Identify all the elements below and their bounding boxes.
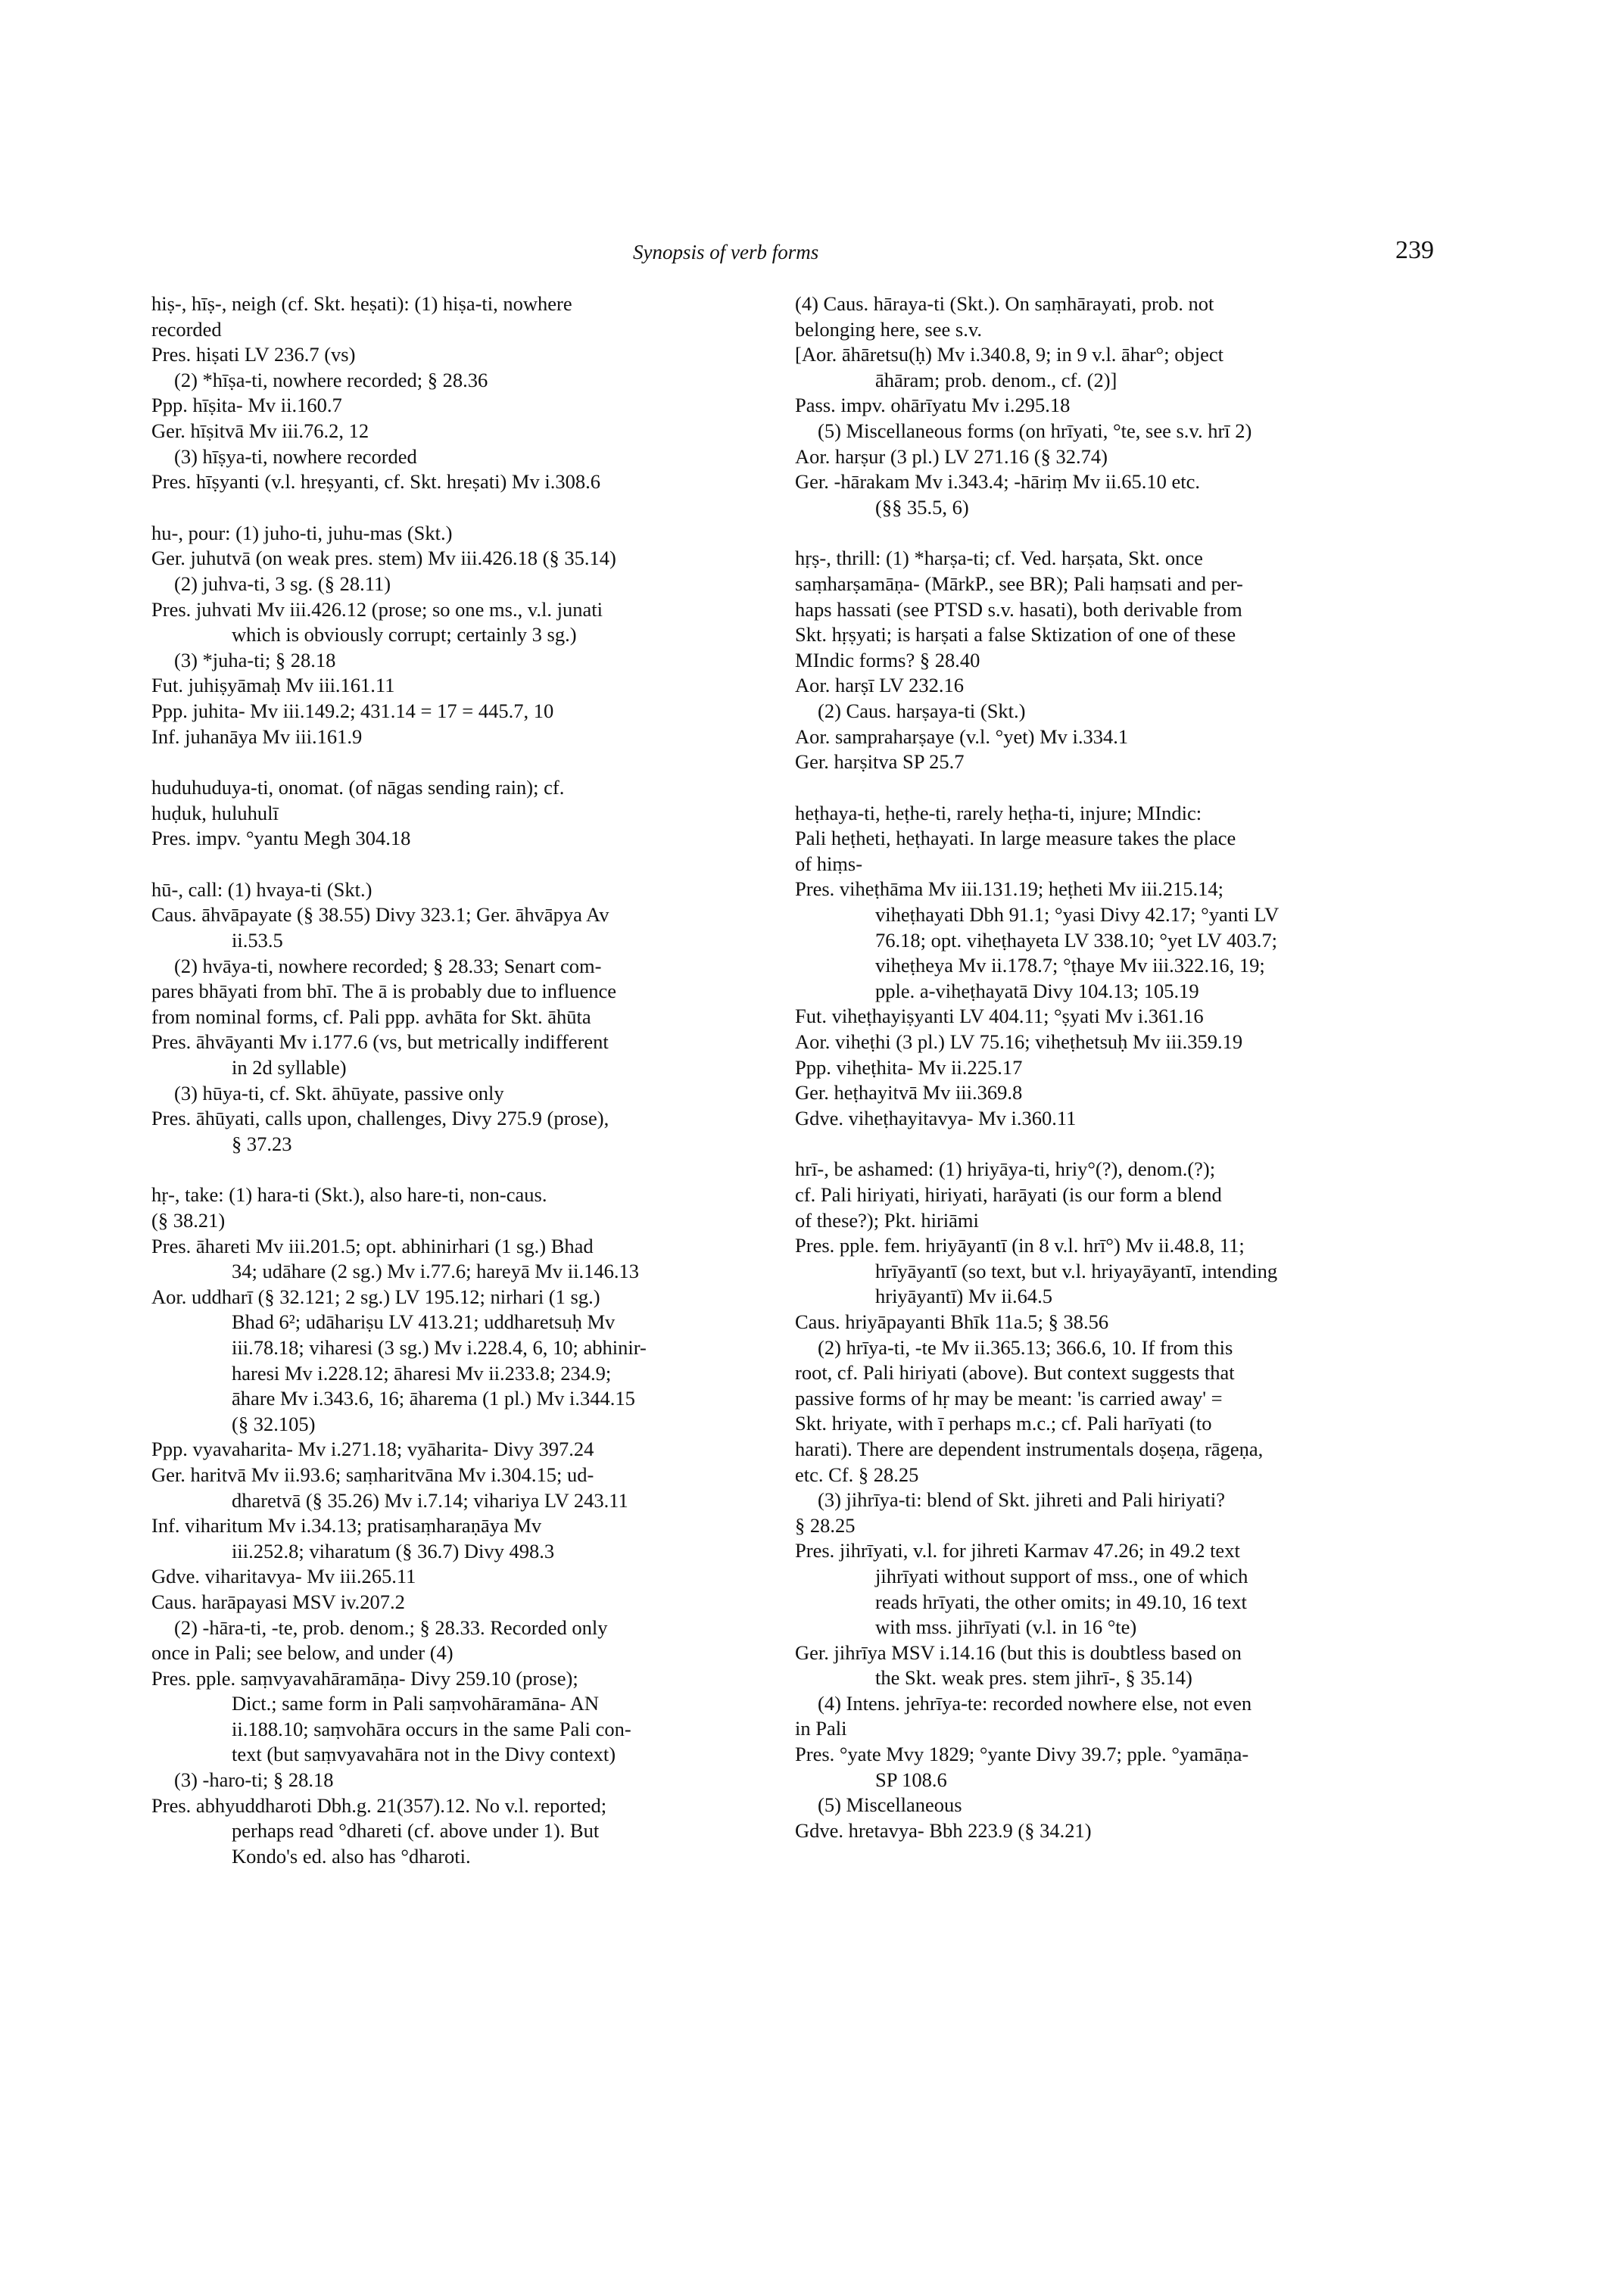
entry-line: text (but saṃvyavahāra not in the Divy context) xyxy=(232,1743,616,1766)
entry-line: Caus. āhvāpayate (§ 38.55) Divy 323.1; Ger. āhvāpya Av xyxy=(151,903,609,927)
entry-line: hriyāyantī) Mv ii.64.5 xyxy=(875,1285,1053,1308)
entry-line: which is obviously corrupt; certainly 3 sg.) xyxy=(232,623,577,646)
entry-line: Pres. āhareti Mv iii.201.5; opt. abhinirhari (1 sg.) Bhad xyxy=(151,1234,594,1257)
entry-line: Caus. harāpayasi MSV iv.207.2 xyxy=(151,1590,405,1613)
entry-line: (3) jihrīya-ti: blend of Skt. jihreti and Pali hiriyati? xyxy=(818,1488,1225,1512)
entry-line: Skt. hriyate, with ī perhaps m.c.; cf. Pali harīyati (to xyxy=(795,1412,1212,1435)
entry-headword-line: huduhuduya-ti, onomat. (of nāgas sending rain); cf. xyxy=(151,776,565,799)
entry-line: Skt. hṛṣyati; is harṣati a false Sktization of one of these xyxy=(795,623,1236,646)
entry-line: Pres. pple. saṃvyavahāramāṇa- Divy 259.10 (prose); xyxy=(151,1666,578,1690)
entry-line: Ppp. viheṭhita- Mv ii.225.17 xyxy=(795,1055,1023,1079)
entry-line: Pres. abhyuddharoti Dbh.g. 21(357).12. No v.l. reported; xyxy=(151,1793,607,1817)
left-column xyxy=(151,291,818,1895)
entry-line: with mss. jihrīyati (v.l. in 16 °te) xyxy=(875,1615,1137,1639)
entry-line: Dict.; same form in Pali saṃvohāramāna- AN xyxy=(232,1692,599,1715)
entry-line: [Aor. āhāretsu(ḥ) Mv i.340.8, 9; in 9 v.l. āhar°; object xyxy=(795,343,1223,366)
dictionary-entry xyxy=(151,521,818,749)
entry-line: (§ 38.21) xyxy=(151,1209,226,1232)
entry-line: (§ 32.105) xyxy=(232,1412,316,1435)
entry-line: SP 108.6 xyxy=(875,1768,947,1791)
entry-line: (2) -hāra-ti, -te, prob. denom.; § 28.33. Recorded only xyxy=(174,1615,608,1639)
dictionary-entry xyxy=(151,291,818,495)
entry-line: viheṭheya Mv ii.178.7; °ṭhaye Mv iii.322.16, 19; xyxy=(875,954,1265,977)
entry-line: 76.18; opt. viheṭhayeta LV 338.10; °yet LV 403.7; xyxy=(875,928,1278,952)
entry-line: Aor. harṣī LV 232.16 xyxy=(795,674,965,697)
right-column xyxy=(795,291,1473,1869)
entry-line: of hiṃs- xyxy=(795,852,863,875)
entry-line: (4) Intens. jehrīya-te: recorded nowhere else, not even xyxy=(818,1691,1252,1715)
entry-line: perhaps read °dhareti (cf. above under 1). But xyxy=(232,1819,600,1843)
entry-line: Aor. harṣur (3 pl.) LV 271.16 (§ 32.74) xyxy=(795,444,1108,468)
entry-line: root, cf. Pali hiriyati (above). But context suggests that xyxy=(795,1361,1235,1385)
entry-line: in 2d syllable) xyxy=(232,1056,347,1080)
entry-line: ii.53.5 xyxy=(232,929,283,952)
entry-line: (2) hrīya-ti, -te Mv ii.365.13; 366.6, 10. If from this xyxy=(818,1335,1233,1359)
entry-line: (3) hūya-ti, cf. Skt. āhūyate, passive only xyxy=(174,1081,504,1104)
entry-line: Aor. uddharī (§ 32.121; 2 sg.) LV 195.12; nirhari (1 sg.) xyxy=(151,1285,600,1308)
entry-line: pple. a-viheṭhayatā Divy 104.13; 105.19 xyxy=(875,979,1199,1002)
dictionary-entry xyxy=(151,1182,818,1869)
entry-line: Pres. hiṣati LV 236.7 (vs) xyxy=(151,343,356,366)
entry-line: Pres. impv. °yantu Megh 304.18 xyxy=(151,827,411,850)
entry-headword-line: hiṣ-, hīṣ-, neigh (cf. Skt. heṣati): (1) hiṣa-ti, nowhere xyxy=(151,292,572,315)
entry-line: Ger. hīṣitvā Mv iii.76.2, 12 xyxy=(151,419,369,442)
entry-line: Pres. viheṭhāma Mv iii.131.19; heṭheti Mv iii.215.14; xyxy=(795,877,1224,901)
entry-line: the Skt. weak pres. stem jihrī-, § 35.14) xyxy=(875,1666,1192,1690)
entry-line: (5) Miscellaneous forms (on hrīyati, °te, see s.v. hrī 2) xyxy=(818,419,1252,442)
entry-line: Fut. juhiṣyāmaḥ Mv iii.161.11 xyxy=(151,674,395,697)
entry-line: Pres. °yate Mvy 1829; °yante Divy 39.7; pple. °yamāṇa- xyxy=(795,1743,1249,1766)
entry-line: § 37.23 xyxy=(232,1132,292,1155)
dictionary-entry xyxy=(795,801,1473,1132)
running-title: Synopsis of verb forms xyxy=(633,241,819,263)
entry-line: Pres. hīṣyanti (v.l. hreṣyanti, cf. Skt. hreṣati) Mv i.308.6 xyxy=(151,470,600,494)
dictionary-entry xyxy=(151,877,818,1157)
entry-headword-line: hu-, pour: (1) juho-ti, juhu-mas (Skt.) xyxy=(151,521,453,544)
entry-headword-line: hū-, call: (1) hvaya-ti (Skt.) xyxy=(151,877,372,901)
entry-line: MIndic forms? § 28.40 xyxy=(795,648,980,671)
entry-line: Inf. viharitum Mv i.34.13; pratisaṃharaṇāya Mv xyxy=(151,1514,542,1537)
entry-line: reads hrīyati, the other omits; in 49.10, 16 text xyxy=(875,1590,1247,1613)
entry-line: Ger. harṣitva SP 25.7 xyxy=(795,750,965,774)
entry-line: (5) Miscellaneous xyxy=(818,1793,962,1817)
entry-line: of these?); Pkt. hiriāmi xyxy=(795,1208,979,1232)
entry-line: (3) *juha-ti; § 28.18 xyxy=(174,648,336,671)
entry-line: iii.252.8; viharatum (§ 36.7) Divy 498.3 xyxy=(232,1539,555,1562)
entry-line: Gdve. viharitavya- Mv iii.265.11 xyxy=(151,1565,416,1588)
entry-line: Ger. juhutvā (on weak pres. stem) Mv iii.426.18 (§ 35.14) xyxy=(151,547,616,570)
entry-line: Fut. viheṭhayiṣyanti LV 404.11; °ṣyati Mv i.361.16 xyxy=(795,1005,1204,1028)
entry-headword-line: heṭhaya-ti, heṭhe-ti, rarely heṭha-ti, injure; MIndic: xyxy=(795,801,1202,824)
entry-line: Bhad 6²; udāhariṣu LV 413.21; uddharetsuḥ Mv xyxy=(232,1310,616,1334)
entry-line: etc. Cf. § 28.25 xyxy=(795,1463,919,1486)
page-number: 239 xyxy=(1395,236,1434,264)
entry-line: (3) -haro-ti; § 28.18 xyxy=(174,1768,334,1792)
entry-line: once in Pali; see below, and under (4) xyxy=(151,1641,454,1665)
entry-line: (2) juhva-ti, 3 sg. (§ 28.11) xyxy=(174,572,391,595)
entry-headword-line: hṛ-, take: (1) hara-ti (Skt.), also hare-ti, non-caus. xyxy=(151,1183,547,1207)
entry-line: passive forms of hṛ may be meant: 'is carried away' = xyxy=(795,1386,1223,1410)
entry-headword-line: hṛṣ-, thrill: (1) *harṣa-ti; cf. Ved. harṣata, Skt. once xyxy=(795,547,1203,570)
entry-line: Pali heṭheti, heṭhayati. In large measure takes the place xyxy=(795,827,1236,850)
entry-line: recorded xyxy=(151,317,222,341)
entry-line: huḍuk, huluhulī xyxy=(151,801,279,824)
entry-line: pares bhāyati from bhī. The ā is probably due to influence xyxy=(151,980,616,1003)
entry-line: Ppp. vyavaharita- Mv i.271.18; vyāharita- Divy 397.24 xyxy=(151,1438,594,1461)
entry-line: Pres. juhvati Mv iii.426.12 (prose; so one ms., v.l. junati xyxy=(151,597,603,621)
entry-line: (2) Caus. harṣaya-ti (Skt.) xyxy=(818,699,1026,722)
entry-line: in Pali xyxy=(795,1717,847,1740)
entry-line: haresi Mv i.228.12; āharesi Mv ii.233.8; 234.9; xyxy=(232,1361,612,1385)
entry-line: from nominal forms, cf. Pali ppp. avhāta for Skt. āhūta xyxy=(151,1005,591,1028)
entry-line: Gdve. viheṭhayitavya- Mv i.360.11 xyxy=(795,1106,1077,1129)
entry-line: Pres. jihrīyati, v.l. for jihreti Karmav 47.26; in 49.2 text xyxy=(795,1539,1240,1562)
entry-line: Ger. heṭhayitvā Mv iii.369.8 xyxy=(795,1081,1023,1104)
entry-line: Pres. pple. fem. hriyāyantī (in 8 v.l. hrī°) Mv ii.48.8, 11; xyxy=(795,1234,1245,1257)
entry-headword-line: hrī-, be ashamed: (1) hriyāya-ti, hriy°(?), denom.(?); xyxy=(795,1157,1216,1181)
entry-line: Pass. impv. ohārīyatu Mv i.295.18 xyxy=(795,394,1071,417)
dictionary-entry xyxy=(795,291,1473,520)
entry-line: (3) hīṣya-ti, nowhere recorded xyxy=(174,444,417,468)
entry-line: Aor. sampraharṣaye (v.l. °yet) Mv i.334.1 xyxy=(795,724,1129,748)
running-head xyxy=(0,236,1624,271)
entry-line: Pres. āhūyati, calls upon, challenges, Divy 275.9 (prose), xyxy=(151,1107,609,1130)
dictionary-entry xyxy=(795,1157,1473,1843)
entry-line: Kondo's ed. also has °dharoti. xyxy=(232,1844,471,1868)
entry-line: Ger. -hārakam Mv i.343.4; -hāriṃ Mv ii.65.10 etc. xyxy=(795,470,1201,494)
entry-line: jihrīyati without support of mss., one of which xyxy=(875,1564,1248,1587)
entry-line: § 28.25 xyxy=(795,1513,856,1537)
entry-line: āhare Mv i.343.6, 16; āharema (1 pl.) Mv i.344.15 xyxy=(232,1387,635,1410)
entry-line: Ppp. juhita- Mv iii.149.2; 431.14 = 17 = 445.7, 10 xyxy=(151,699,554,722)
entry-line: ii.188.10; saṃvohāra occurs in the same Pali con- xyxy=(232,1717,631,1740)
entry-line: Gdve. hretavya- Bbh 223.9 (§ 34.21) xyxy=(795,1818,1092,1842)
entry-line: harati). There are dependent instrumentals doṣeṇa, rāgeṇa, xyxy=(795,1437,1264,1460)
entry-line: (2) *hīṣa-ti, nowhere recorded; § 28.36 xyxy=(174,368,488,391)
entry-line: 34; udāhare (2 sg.) Mv i.77.6; hareyā Mv ii.146.13 xyxy=(232,1260,639,1283)
entry-line: haps hassati (see PTSD s.v. hasati), both derivable from xyxy=(795,597,1242,621)
entry-headword-line: (4) Caus. hāraya-ti (Skt.). On saṃhārayati, prob. not xyxy=(795,292,1214,315)
entry-line: (2) hvāya-ti, nowhere recorded; § 28.33; Senart com- xyxy=(174,954,602,977)
entry-line: saṃharṣamāṇa- (MārkP., see BR); Pali haṃsati and per- xyxy=(795,572,1243,595)
entry-line: Pres. āhvāyanti Mv i.177.6 (vs, but metrically indifferent xyxy=(151,1030,609,1054)
entry-line: Ppp. hīṣita- Mv ii.160.7 xyxy=(151,394,342,417)
entry-line: Ger. jihrīya MSV i.14.16 (but this is doubtless based on xyxy=(795,1640,1242,1664)
entry-line: āhāram; prob. denom., cf. (2)] xyxy=(875,368,1117,391)
entry-line: iii.78.18; viharesi (3 sg.) Mv i.228.4, 6, 10; abhinir- xyxy=(232,1335,647,1359)
entry-line: dharetvā (§ 35.26) Mv i.7.14; vihariya LV 243.11 xyxy=(232,1488,628,1512)
dictionary-entry xyxy=(151,775,818,852)
dictionary-entry xyxy=(795,546,1473,774)
entry-line: (§§ 35.5, 6) xyxy=(875,495,969,519)
entry-line: Aor. viheṭhi (3 pl.) LV 75.16; viheṭhetsuḥ Mv iii.359.19 xyxy=(795,1030,1243,1054)
entry-line: cf. Pali hiriyati, hiriyati, harāyati (is our form a blend xyxy=(795,1183,1222,1206)
entry-line: hrīyāyantī (so text, but v.l. hriyayāyantī, intending xyxy=(875,1259,1278,1282)
entry-line: viheṭhayati Dbh 91.1; °yasi Divy 42.17; °yanti LV xyxy=(875,903,1280,927)
entry-line: Caus. hriyāpayanti Bhīk 11a.5; § 38.56 xyxy=(795,1310,1109,1333)
entry-line: belonging here, see s.v. xyxy=(795,317,983,341)
entry-line: Ger. haritvā Mv ii.93.6; saṃharitvāna Mv i.304.15; ud- xyxy=(151,1463,594,1486)
entry-line: Inf. juhanāya Mv iii.161.9 xyxy=(151,724,363,748)
